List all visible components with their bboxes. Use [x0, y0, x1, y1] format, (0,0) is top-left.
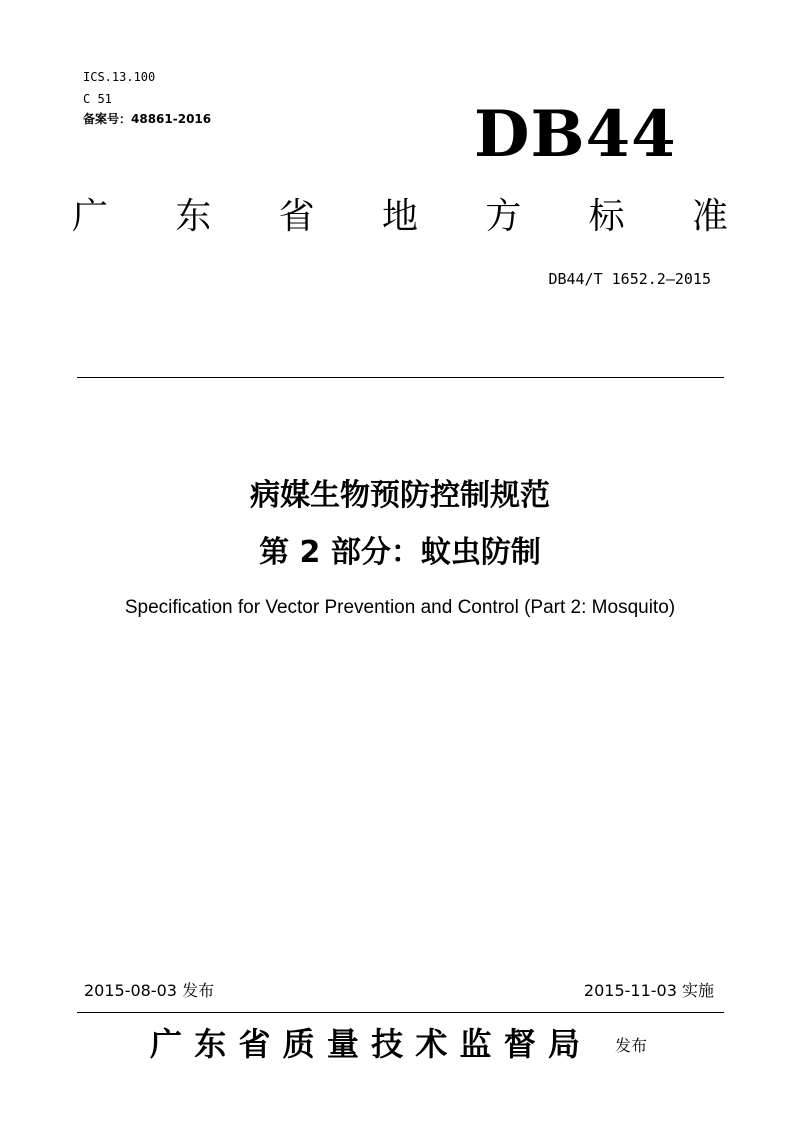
issuer-char: 省: [238, 1025, 271, 1063]
standard-type-char: 方: [485, 195, 522, 237]
english-title: Specification for Vector Prevention and Control (Part 2: Mosquito): [124, 597, 676, 618]
standard-logo: DB44: [474, 97, 677, 172]
issuer-char: 质: [282, 1025, 315, 1063]
standard-type-char: 地: [381, 195, 418, 237]
standard-type-char: 标: [588, 195, 625, 237]
standard-type-char: 准: [691, 195, 728, 237]
publish-date: 2015-08-03 发布: [84, 981, 215, 1000]
issuing-authority: [150, 1020, 580, 1064]
standard-type-char: 省: [278, 195, 315, 237]
ics-code: ICS.13.100: [83, 70, 156, 84]
top-divider: [77, 377, 724, 378]
issuer-char: 东: [194, 1025, 227, 1063]
issuer-char: 广: [150, 1025, 183, 1063]
issuer-char: 量: [326, 1025, 359, 1063]
effective-date: 2015-11-03 实施: [583, 981, 714, 1000]
bottom-divider: [77, 1012, 724, 1013]
issuer-char: 督: [503, 1025, 536, 1063]
issuer-char: 监: [459, 1025, 492, 1063]
issuer-char: 技: [371, 1025, 404, 1063]
standard-type-char: 东: [175, 195, 212, 237]
standard-code: DB44/T 1652.2—2015: [548, 270, 711, 288]
issuer-char: 局: [547, 1025, 580, 1063]
document-subtitle: 第 2 部分：蚊虫防制: [259, 535, 541, 570]
issuer-suffix: 发布: [615, 1036, 648, 1055]
document-title: 病媒生物预防控制规范: [250, 478, 550, 513]
standard-type-char: 广: [72, 195, 109, 237]
record-number: 备案号：48861-2016: [83, 112, 212, 126]
issuer-char: 术: [415, 1025, 448, 1063]
standard-type-title: [72, 188, 728, 238]
ccs-code: C 51: [83, 92, 112, 106]
